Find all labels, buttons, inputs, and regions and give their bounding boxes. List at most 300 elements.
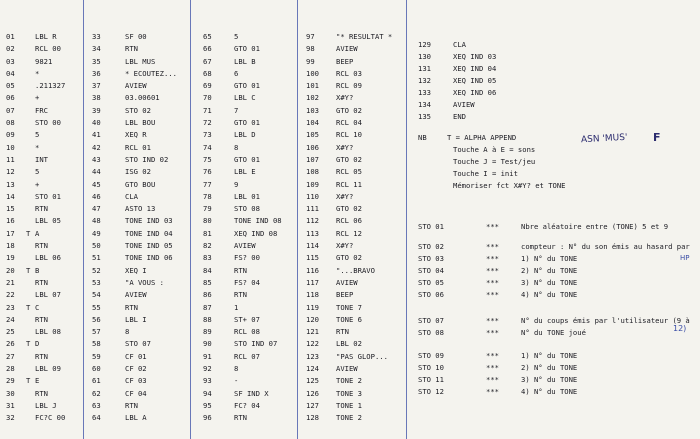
line-number: 96 [203,413,212,423]
append-flag: T [26,302,31,312]
instruction: LBL 09 [35,364,61,374]
register-stars: *** [486,242,499,251]
program-line [306,326,404,338]
program-line [92,351,188,363]
line-number: 66 [203,44,212,54]
instruction: AVIEW [453,100,475,109]
register-reg: STO 07 [418,316,444,325]
line-number: 101 [306,81,319,91]
line-number: 46 [92,191,101,201]
line-number: 01 [6,32,15,41]
program-line [306,105,404,117]
instruction: ASTO 13 [125,204,156,214]
instruction: TONE IND 06 [125,253,173,263]
instruction: RCL 04 [336,118,362,128]
line-number: 75 [203,154,212,164]
line-number: 15 [6,204,15,214]
append-flag: T [26,376,31,386]
program-line [306,80,404,92]
instruction: RTN [35,277,48,287]
program-line [6,179,82,191]
line-number: 09 [6,130,15,140]
instruction: XEQ IND 06 [453,88,497,97]
instruction: AVIEW [336,364,358,374]
line-number: 132 [418,76,431,85]
line-number: 43 [92,154,101,164]
line-number: 56 [92,314,101,324]
listing-column-2 [92,31,188,425]
register-stars: *** [486,278,499,287]
line-number: 78 [203,191,212,201]
instruction: LBL 05 [35,216,61,226]
instruction: * [35,142,40,152]
program-line [92,92,188,104]
instruction: LBL D [234,130,256,140]
program-line [6,338,82,350]
register-stars: *** [486,328,499,337]
instruction: GTO 02 [336,253,362,263]
line-number: 19 [6,253,15,263]
program-line [306,228,404,240]
program-line [92,252,188,264]
line-number: 117 [306,277,319,287]
line-number: 41 [92,130,101,140]
line-number: 21 [6,277,15,287]
instruction: AVIEW [234,241,256,251]
instruction: FS? 04 [234,277,260,287]
program-line [203,105,295,117]
line-number: 77 [203,179,212,189]
program-line [6,289,82,301]
line-number: 116 [306,265,319,275]
program-line [306,265,404,277]
line-number: 04 [6,68,15,78]
program-line [306,117,404,129]
instruction: RTN [234,413,247,423]
line-number: 62 [92,388,101,398]
instruction: "A VOUS : [125,277,164,287]
program-line [203,203,295,215]
program-line [203,375,295,387]
program-line [6,117,82,129]
line-number: 27 [6,351,15,361]
program-line [92,191,188,203]
program-line [92,117,188,129]
program-line [306,289,404,301]
line-number: 108 [306,167,319,177]
register-stars: *** [486,254,499,263]
instruction: XEQ IND 08 [234,228,278,238]
program-line [92,80,188,92]
program-line [203,265,295,277]
instruction: 03.00601 [125,93,160,103]
program-line [6,142,82,154]
instruction: BEEP [336,290,354,300]
line-number: 70 [203,93,212,103]
instruction: SF 00 [125,32,147,41]
register-desc: 1) N° du TONE [521,254,578,263]
instruction: INT [35,154,48,164]
instruction: "* RESULTAT * [336,32,393,41]
instruction: FC? 04 [234,400,260,410]
instruction: CF 02 [125,364,147,374]
instruction: LBL BOU [125,118,156,128]
program-line [6,400,82,412]
program-line [203,142,295,154]
line-number: 18 [6,241,15,251]
instruction: TONE IND 04 [125,228,173,238]
line-number: 94 [203,388,212,398]
listing-column-1 [6,31,82,425]
line-number: 111 [306,204,319,214]
line-number: 35 [92,56,101,66]
line-number: 16 [6,216,15,226]
program-line [203,154,295,166]
line-number: 85 [203,277,212,287]
line-number: 33 [92,32,101,41]
program-line [203,388,295,400]
line-number: 13 [6,179,15,189]
register-desc: 1) N° du TONE [521,351,578,360]
program-line [306,154,404,166]
line-number: 11 [6,154,15,164]
instruction: 7 [234,105,239,115]
instruction: 1 [234,302,239,312]
program-line [92,43,188,55]
instruction: RTN [35,351,48,361]
register-stars: *** [486,387,499,396]
line-number: 03 [6,56,15,66]
instruction: GTO 01 [234,81,260,91]
program-line [203,338,295,350]
instruction: TONE 3 [336,388,362,398]
instruction: AVIEW [336,277,358,287]
line-number: 14 [6,191,15,201]
column-divider [406,0,407,439]
instruction: RTN [35,241,48,251]
program-line [6,240,82,252]
line-number: 98 [306,44,315,54]
program-line [306,92,404,104]
instruction: 8 [234,142,239,152]
line-number: 74 [203,142,212,152]
line-number: 112 [306,216,319,226]
line-number: 51 [92,253,101,263]
instruction: RCL 05 [336,167,362,177]
program-line [6,105,82,117]
line-number: 61 [92,376,101,386]
note-line: Touche J = Test/jeu [453,157,536,166]
program-line [6,68,82,80]
program-line [92,400,188,412]
instruction: - [234,376,239,386]
line-number: 67 [203,56,212,66]
instruction: RTN [125,302,138,312]
instruction: E [35,376,40,386]
line-number: 52 [92,265,101,275]
program-line [6,302,82,314]
program-line [92,68,188,80]
register-stars: *** [486,363,499,372]
instruction: RCL 07 [234,351,260,361]
program-line [92,375,188,387]
instruction: BEEP [336,56,354,66]
note-line: Touche I = init [453,169,518,178]
line-number: 40 [92,118,101,128]
line-number: 121 [306,327,319,337]
instruction: + [35,93,40,103]
line-number: 84 [203,265,212,275]
instruction: RCL 08 [234,327,260,337]
line-number: 93 [203,376,212,386]
instruction: RCL 01 [125,142,151,152]
program-line [92,240,188,252]
program-line [203,240,295,252]
handwritten-title: ASN 'MUS' [580,132,628,146]
program-line [203,289,295,301]
instruction: X#Y? [336,93,354,103]
line-number: 26 [6,339,15,349]
program-line [306,142,404,154]
program-line [306,191,404,203]
program-line [306,215,404,227]
line-number: 118 [306,290,319,300]
program-line [203,412,295,424]
column-divider [83,0,84,439]
instruction: X#Y? [336,142,354,152]
instruction: LBL R [35,32,57,41]
register-reg: STO 03 [418,254,444,263]
line-number: 38 [92,93,101,103]
program-line [6,92,82,104]
instruction: FS? 00 [234,253,260,263]
program-line [92,228,188,240]
line-number: 99 [306,56,315,66]
instruction: * [35,68,40,78]
instruction: GTO 01 [234,118,260,128]
instruction: C [35,302,40,312]
instruction: RCL 03 [336,68,362,78]
append-flag: T [26,265,31,275]
register-stars: *** [486,316,499,325]
instruction: LBL 01 [234,191,260,201]
program-line [6,277,82,289]
line-number: 17 [6,228,15,238]
line-number: 28 [6,364,15,374]
register-desc: 2) N° du TONE [521,363,578,372]
register-desc: 3) N° du TONE [521,278,578,287]
note-line: Touche A à E = sons [453,145,536,154]
program-line [92,289,188,301]
program-line [6,265,82,277]
line-number: 88 [203,314,212,324]
instruction: TONE IND 05 [125,241,173,251]
instruction: "...BRAVO [336,265,375,275]
program-line [306,388,404,400]
line-number: 50 [92,241,101,251]
program-line [203,363,295,375]
program-line [92,277,188,289]
program-line [203,68,295,80]
program-line [203,166,295,178]
program-line [6,326,82,338]
line-number: 114 [306,241,319,251]
line-number: 63 [92,400,101,410]
instruction: D [35,339,40,349]
instruction: GTO 01 [234,154,260,164]
register-reg: STO 08 [418,328,444,337]
program-line [92,179,188,191]
instruction: STO 02 [125,105,151,115]
instruction: LBL 07 [35,290,61,300]
instruction: LBL 08 [35,327,61,337]
program-line [92,129,188,141]
program-line [6,31,82,43]
instruction: RCL 06 [336,216,362,226]
append-flag: T [26,339,31,349]
line-number: 86 [203,290,212,300]
instruction: LBL MUS [125,56,156,66]
column-divider [297,0,298,439]
line-number: 22 [6,290,15,300]
line-number: 91 [203,351,212,361]
program-line [306,68,404,80]
register-reg: STO 11 [418,375,444,384]
program-line [306,338,404,350]
instruction: 8 [234,364,239,374]
listing-column-4 [306,31,404,425]
program-line [92,338,188,350]
instruction: LBL J [35,400,57,410]
handwritten-mark-12: 12) [673,324,687,333]
instruction: STO IND 02 [125,154,169,164]
instruction: X#Y? [336,241,354,251]
program-line [92,203,188,215]
line-number: 10 [6,142,15,152]
line-number: 57 [92,327,101,337]
line-number: 32 [6,413,15,423]
instruction: TONE 2 [336,376,362,386]
program-line [306,179,404,191]
program-line [6,252,82,264]
line-number: 135 [418,112,431,121]
line-number: 20 [6,265,15,275]
program-line [6,375,82,387]
line-number: 102 [306,93,319,103]
register-desc: compteur : N° du son émis au hasard par [521,242,690,251]
program-line [203,252,295,264]
program-line [306,203,404,215]
line-number: 29 [6,376,15,386]
program-line [6,363,82,375]
line-number: 81 [203,228,212,238]
register-desc: N° du coups émis par l'utilisateur (9 à [521,316,690,325]
program-line [203,179,295,191]
register-reg: STO 02 [418,242,444,251]
instruction: RTN [35,388,48,398]
register-reg: STO 04 [418,266,444,275]
instruction: LBL C [234,93,256,103]
register-reg: STO 09 [418,351,444,360]
line-number: 68 [203,68,212,78]
handwritten-hp: HP [680,254,690,262]
instruction: STO IND 07 [234,339,278,349]
instruction: RTN [35,314,48,324]
line-number: 02 [6,44,15,54]
register-desc: 2) N° du TONE [521,266,578,275]
instruction: TONE IND 03 [125,216,173,226]
program-line [6,43,82,55]
instruction: STO 00 [35,118,61,128]
instruction: .211327 [35,81,66,91]
instruction: RCL 00 [35,44,61,54]
program-line [306,412,404,424]
line-number: 54 [92,290,101,300]
line-number: 131 [418,64,431,73]
program-line [306,277,404,289]
program-line [203,215,295,227]
line-number: 44 [92,167,101,177]
instruction: LBL B [234,56,256,66]
instruction: LBL 06 [35,253,61,263]
line-number: 64 [92,413,101,423]
program-line [92,412,188,424]
instruction: CF 01 [125,351,147,361]
program-line [203,191,295,203]
instruction: CF 04 [125,388,147,398]
instruction: CF 03 [125,376,147,386]
instruction: A [35,228,40,238]
program-line [203,92,295,104]
program-line [6,80,82,92]
instruction: GTO 02 [336,204,362,214]
instruction: FC?C 00 [35,413,66,423]
line-number: 48 [92,216,101,226]
program-line [92,166,188,178]
instruction: RCL 10 [336,130,362,140]
program-line [92,302,188,314]
instruction: AVIEW [125,81,147,91]
line-number: 34 [92,44,101,54]
program-line [6,56,82,68]
line-number: 128 [306,413,319,423]
instruction: END [453,112,466,121]
line-number: 60 [92,364,101,374]
program-line [6,351,82,363]
program-line [92,154,188,166]
line-number: 30 [6,388,15,398]
line-number: 71 [203,105,212,115]
register-stars: *** [486,375,499,384]
instruction: 6 [234,68,239,78]
line-number: 65 [203,32,212,41]
instruction: GTO BOU [125,179,156,189]
line-number: 42 [92,142,101,152]
column-divider [190,0,191,439]
line-number: 07 [6,105,15,115]
program-line [306,166,404,178]
program-line [306,351,404,363]
handwritten-mark: F [653,131,661,144]
program-line [6,412,82,424]
instruction: AVIEW [336,44,358,54]
instruction: CLA [453,40,466,49]
line-number: 113 [306,228,319,238]
line-number: 79 [203,204,212,214]
line-number: 49 [92,228,101,238]
program-line [203,351,295,363]
line-number: 106 [306,142,319,152]
